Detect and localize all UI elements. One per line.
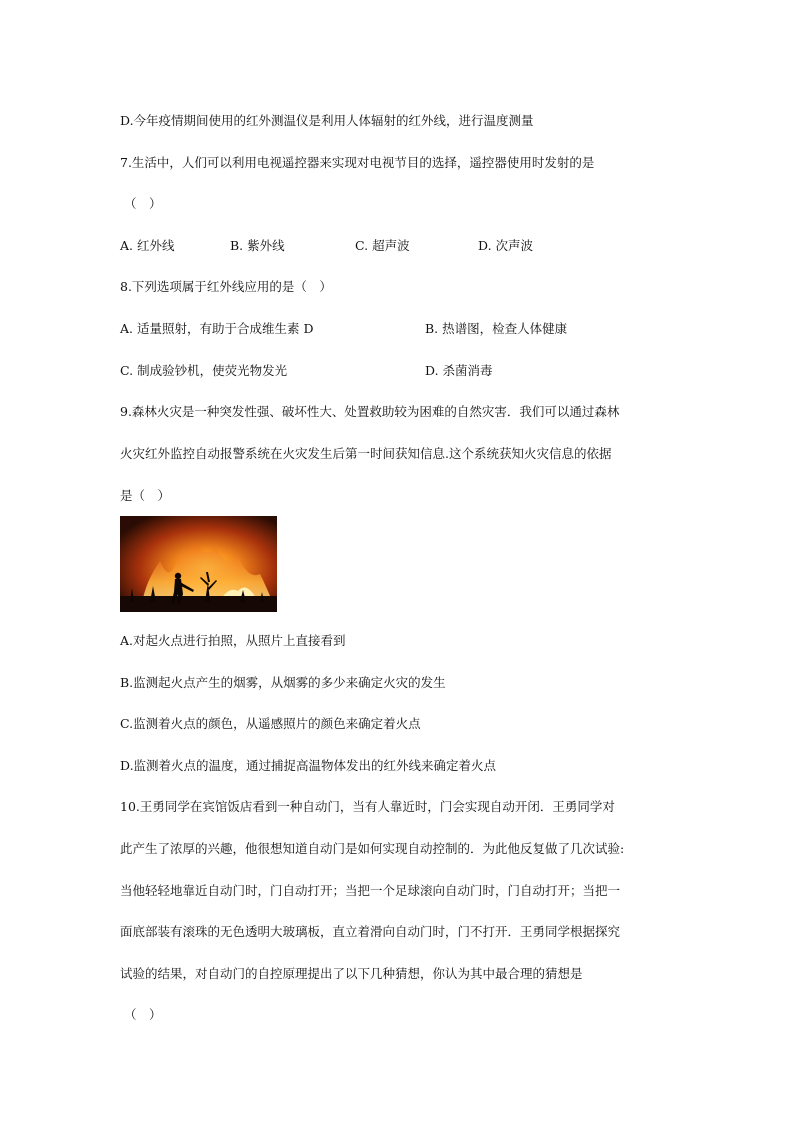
forest-fire-photo [120,516,277,612]
question-7-option-d: D. 次声波 [478,238,534,253]
question-9-option-b: B.监测起火点产生的烟雾，从烟雾的多少来确定火灾的发生 [120,675,446,690]
question-9-option-c: C.监测着火点的颜色，从遥感照片的颜色来确定着火点 [120,716,421,731]
question-7-stem: 7.生活中，人们可以利用电视遥控器来实现对电视节目的选择，遥控器使用时发射的是 [120,155,595,170]
question-7-answer-blank: （ ） [124,196,162,211]
question-10-stem-line-3: 当他轻轻地靠近自动门时，门自动打开；当把一个足球滚向自动门时，门自动打开；当把一 [120,883,621,898]
question-10-answer-blank: （ ） [124,1007,162,1022]
question-8-option-c: C. 制成验钞机，使荧光物发光 [120,363,288,378]
question-9-option-a: A.对起火点进行拍照，从照片上直接看到 [120,633,346,648]
question-7-option-c: C. 超声波 [355,238,410,253]
question-10-stem-line-5: 试验的结果，对自动门的自控原理提出了以下几种猜想，你认为其中最合理的猜想是 [120,966,583,981]
question-9-stem-line-1: 9.森林火灾是一种突发性强、破坏性大、处置救助较为困难的自然灾害．我们可以通过森林 [120,404,620,419]
question-10-stem-line-4: 面底部装有滚珠的无色透明大玻璃板，直立着滑向自动门时，门不打开．王勇同学根据探究 [120,924,621,939]
question-9-stem-line-2: 火灾红外监控自动报警系统在火灾发生后第一时间获知信息.这个系统获知火灾信息的依据 [120,446,612,461]
question-9-stem-line-3: 是（ ） [120,488,171,503]
question-7-option-a: A. 红外线 [120,238,175,253]
question-8-option-a: A. 适量照射，有助于合成维生素 D [120,321,314,336]
question-8-option-d: D. 杀菌消毒 [425,363,493,378]
question-7-option-b: B. 紫外线 [230,238,285,253]
question-9-option-d: D.监测着火点的温度，通过捕捉高温物体发出的红外线来确定着火点 [120,758,497,773]
question-10-stem-line-1: 10.王勇同学在宾馆饭店看到一种自动门，当有人靠近时，门会实现自动开闭．王勇同学对 [120,799,615,814]
question-10-stem-line-2: 此产生了浓厚的兴趣，他很想知道自动门是如何实现自动控制的．为此他反复做了几次试验: [120,841,625,856]
question-8-option-b: B. 热谱图，检查人体健康 [425,321,568,336]
question-6-option-d: D.今年疫情期间使用的红外测温仪是利用人体辐射的红外线，进行温度测量 [120,113,534,128]
question-8-stem: 8.下列选项属于红外线应用的是（ ） [120,279,332,294]
